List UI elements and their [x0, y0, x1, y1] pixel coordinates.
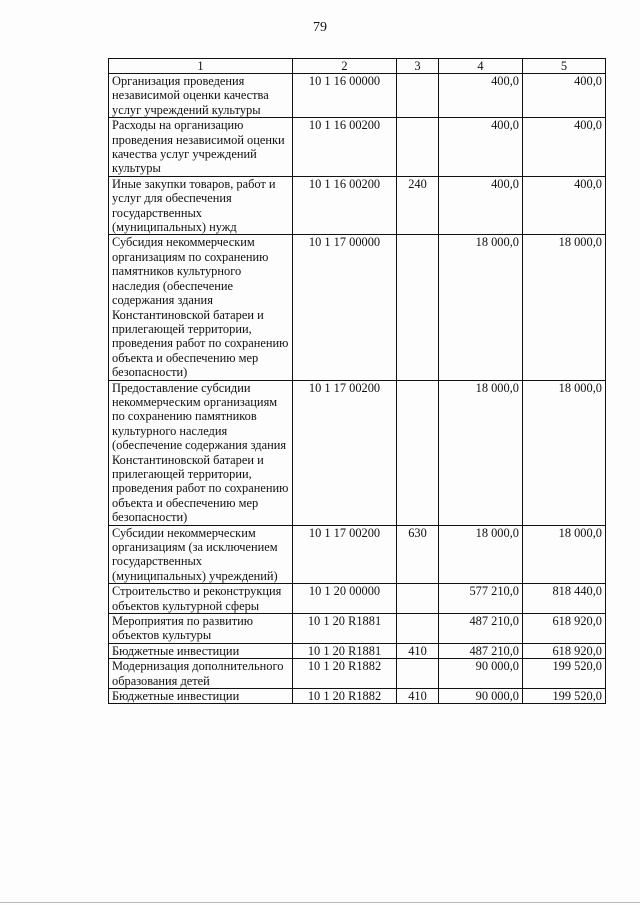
row-code-cell: 10 1 16 00000 — [293, 74, 397, 118]
table-row — [109, 235, 606, 380]
row-name-cell: Предоставление субсидии некоммерческим организациям по сохранению памятников культурного наследия (обеспечение содержания здания Константиновской батареи и прилегающей территории, проведения работ по сохранению объекта и обеспечению мер безопасности) — [109, 380, 293, 525]
table-row — [109, 614, 606, 644]
row-amount-1-cell: 577 210,0 — [439, 584, 523, 614]
page-number: 79 — [313, 20, 327, 35]
row-amount-1-cell: 18 000,0 — [439, 380, 523, 525]
row-type-cell — [397, 380, 439, 525]
row-amount-2-cell: 18 000,0 — [523, 380, 606, 525]
row-amount-1-cell: 90 000,0 — [439, 689, 523, 704]
row-amount-1-cell: 487 210,0 — [439, 614, 523, 644]
row-type-cell: 240 — [397, 176, 439, 235]
table-row — [109, 689, 606, 704]
row-code-cell: 10 1 16 00200 — [293, 176, 397, 235]
row-amount-1-cell: 18 000,0 — [439, 235, 523, 380]
row-amount-2-cell: 618 920,0 — [523, 643, 606, 658]
row-amount-1-cell: 400,0 — [439, 118, 523, 177]
row-code-cell: 10 1 20 R1882 — [293, 659, 397, 689]
row-type-cell — [397, 584, 439, 614]
column-header-1: 1 — [109, 59, 293, 74]
row-name-cell: Субсидия некоммерческим организациям по сохранению памятников культурного наследия (обеспечение содержания здания Константиновской батареи и прилегающей территории, проведения работ по сохранению объекта и обеспечению мер безопасности) — [109, 235, 293, 380]
row-type-cell — [397, 74, 439, 118]
column-header-3: 3 — [397, 59, 439, 74]
row-amount-2-cell: 18 000,0 — [523, 235, 606, 380]
column-header-2: 2 — [293, 59, 397, 74]
table-row — [109, 74, 606, 118]
table-row — [109, 584, 606, 614]
row-amount-1-cell: 487 210,0 — [439, 643, 523, 658]
row-name-cell: Мероприятия по развитию объектов культуры — [109, 614, 293, 644]
row-name-cell: Расходы на организацию проведения независимой оценки качества услуг учреждений культуры — [109, 118, 293, 177]
row-name-cell: Субсидии некоммерческим организациям (за исключением государственных (муниципальных) учреждений) — [109, 525, 293, 584]
page-bottom-edge — [0, 902, 640, 903]
table-row — [109, 643, 606, 658]
row-name-cell: Иные закупки товаров, работ и услуг для обеспечения государственных (муниципальных) нужд — [109, 176, 293, 235]
row-code-cell: 10 1 17 00200 — [293, 380, 397, 525]
row-code-cell: 10 1 17 00000 — [293, 235, 397, 380]
table-row — [109, 380, 606, 525]
row-code-cell: 10 1 20 00000 — [293, 584, 397, 614]
row-amount-2-cell: 199 520,0 — [523, 689, 606, 704]
row-amount-2-cell: 199 520,0 — [523, 659, 606, 689]
row-name-cell: Модернизация дополнительного образования детей — [109, 659, 293, 689]
table-row — [109, 659, 606, 689]
budget-table — [108, 58, 606, 704]
table-header-row — [109, 59, 606, 74]
row-type-cell — [397, 118, 439, 177]
row-type-cell: 410 — [397, 643, 439, 658]
row-amount-1-cell: 18 000,0 — [439, 525, 523, 584]
row-code-cell: 10 1 16 00200 — [293, 118, 397, 177]
row-name-cell: Бюджетные инвестиции — [109, 689, 293, 704]
row-name-cell: Строительство и реконструкция объектов культурной сферы — [109, 584, 293, 614]
row-name-cell: Бюджетные инвестиции — [109, 643, 293, 658]
row-amount-1-cell: 400,0 — [439, 74, 523, 118]
row-type-cell — [397, 235, 439, 380]
row-amount-1-cell: 90 000,0 — [439, 659, 523, 689]
table-row — [109, 525, 606, 584]
row-code-cell: 10 1 20 R1881 — [293, 614, 397, 644]
row-amount-1-cell: 400,0 — [439, 176, 523, 235]
row-amount-2-cell: 400,0 — [523, 118, 606, 177]
table-row — [109, 118, 606, 177]
table-row — [109, 176, 606, 235]
row-type-cell: 630 — [397, 525, 439, 584]
row-type-cell — [397, 659, 439, 689]
row-amount-2-cell: 18 000,0 — [523, 525, 606, 584]
row-code-cell: 10 1 20 R1882 — [293, 689, 397, 704]
row-name-cell: Организация проведения независимой оценки качества услуг учреждений культуры — [109, 74, 293, 118]
row-code-cell: 10 1 20 R1881 — [293, 643, 397, 658]
column-header-4: 4 — [439, 59, 523, 74]
row-amount-2-cell: 618 920,0 — [523, 614, 606, 644]
column-header-5: 5 — [523, 59, 606, 74]
row-amount-2-cell: 400,0 — [523, 74, 606, 118]
row-amount-2-cell: 400,0 — [523, 176, 606, 235]
row-type-cell — [397, 614, 439, 644]
row-amount-2-cell: 818 440,0 — [523, 584, 606, 614]
row-code-cell: 10 1 17 00200 — [293, 525, 397, 584]
row-type-cell: 410 — [397, 689, 439, 704]
